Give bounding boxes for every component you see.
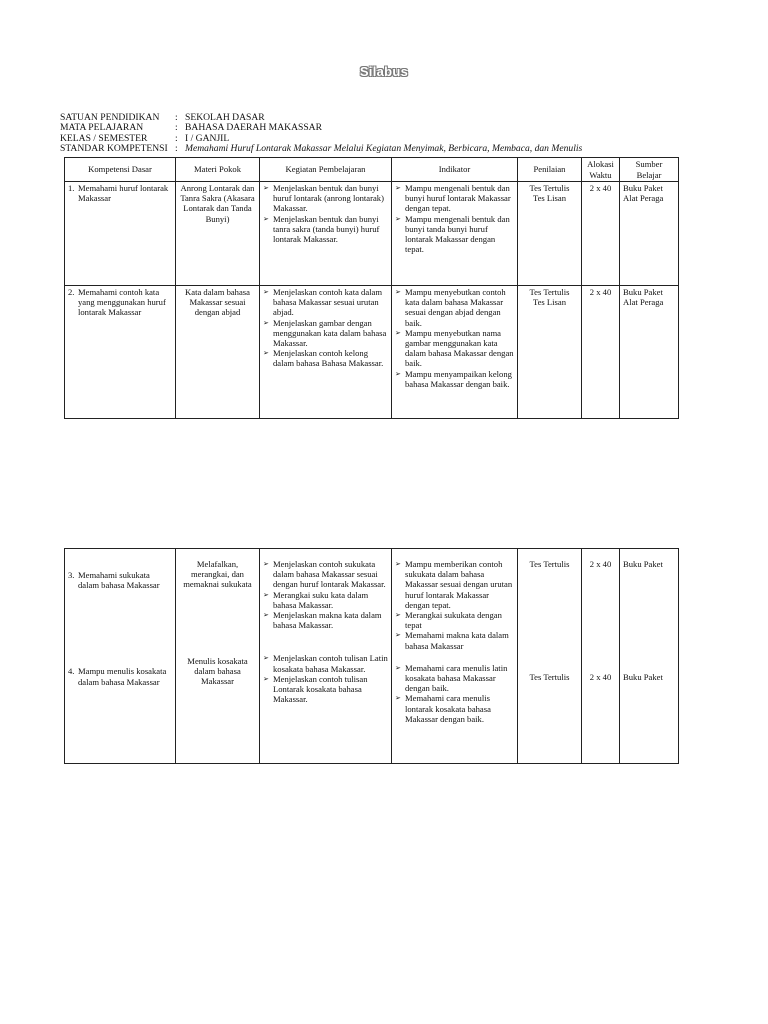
list-item-text: Menjelaskan contoh tulisan Lontarak kosakata bahasa Makassar. — [273, 673, 368, 705]
list-item — [263, 214, 388, 245]
kegiatan-cell — [260, 549, 392, 764]
list-item-text: Merangkai suku kata dalam bahasa Makassar. — [273, 589, 369, 610]
kd-number: 2. — [68, 287, 75, 297]
arrow-check-icon: ➢ — [263, 288, 269, 296]
kd-cell — [65, 286, 176, 419]
header-label: SATUAN PENDIDIKAN — [60, 112, 160, 123]
list-item — [263, 653, 388, 673]
list-item — [263, 590, 388, 610]
header-label: KELAS / SEMESTER — [60, 132, 148, 144]
sumber-cell — [620, 286, 679, 419]
list-item — [263, 183, 388, 214]
sumber-text: Buku Paket — [623, 183, 663, 193]
kd-item — [68, 666, 172, 686]
header-row-standar — [60, 144, 582, 154]
indikator-cell — [392, 549, 518, 764]
alokasi-text: 2 x 40 — [589, 559, 612, 569]
list-item — [395, 559, 514, 610]
header-label: STANDAR KOMPETENSI — [60, 143, 168, 155]
penilaian-text: Tes Tertulis — [529, 672, 570, 683]
penilaian-text: Tes Lisan — [532, 297, 567, 308]
sumber-text: Buku Paket — [623, 287, 663, 297]
indikator-cell — [392, 182, 518, 286]
header-value: BAHASA DAERAH MAKASSAR — [185, 122, 323, 134]
alokasi-cell: 2 x 40 — [582, 286, 620, 419]
list-item-text: Menjelaskan contoh kata dalam bahasa Makassar sesuai urutan abjad. — [273, 287, 383, 318]
list-item — [395, 287, 514, 328]
alokasi-cell: 2 x 40 — [582, 182, 620, 286]
arrow-check-icon: ➢ — [395, 560, 401, 568]
list-item — [395, 663, 514, 694]
arrow-check-icon: ➢ — [263, 654, 269, 663]
list-item — [395, 328, 514, 369]
penilaian-text: Tes Tertulis — [529, 183, 570, 193]
arrow-check-icon: ➢ — [395, 288, 401, 296]
kegiatan-cell — [260, 182, 392, 286]
list-item-text: Menjelaskan bentuk dan bunyi huruf lontarak (anrong lontarak) Makassar. — [273, 183, 384, 214]
col-header-alokasi: Alokasi Waktu — [582, 158, 620, 182]
list-item-text: Menjelaskan contoh tulisan Latin kosakata bahasa Makassar. — [273, 653, 388, 674]
header-colon: : — [175, 132, 178, 144]
list-item — [395, 183, 514, 214]
arrow-check-icon: ➢ — [395, 328, 401, 337]
list-item — [263, 348, 388, 368]
list-item-text: Menjelaskan contoh kelong dalam bahasa Bahasa Makassar. — [273, 348, 384, 369]
indikator-cell — [392, 286, 518, 419]
penilaian-cell — [518, 286, 582, 419]
list-item-text: Mampu menyampaikan kelong bahasa Makassar dengan baik. — [405, 368, 512, 389]
header-colon: : — [175, 143, 178, 155]
arrow-check-icon: ➢ — [395, 663, 401, 672]
arrow-check-icon: ➢ — [263, 318, 269, 327]
list-item-text: Menjelaskan gambar dengan menggunakan kata dalam bahasa Makassar. — [273, 317, 387, 349]
arrow-check-icon: ➢ — [395, 611, 401, 620]
document-title: Silabus — [359, 64, 409, 79]
kd-text: Memahami contoh kata yang menggunakan huruf lontarak Makassar — [78, 287, 166, 318]
kd-text: Memahami huruf lontarak Makassar — [78, 183, 169, 204]
list-item-text: Menjelaskan makna kata dalam bahasa Makassar. — [273, 610, 382, 631]
penilaian-cell — [518, 182, 582, 286]
table-row — [65, 549, 679, 764]
sumber-text: Buku Paket — [623, 672, 663, 683]
materi-cell: Anrong Lontarak dan Tanra Sakra (Akasara Lontarak dan Tanda Bunyi) — [176, 182, 260, 286]
list-item-text: Mampu memberikan contoh sukukata dalam bahasa Makassar sesuai dengan urutan huruf lontarak Makassar dengan tepat. — [405, 559, 513, 610]
syllabus-table-1 — [64, 157, 679, 419]
list-item — [263, 287, 388, 318]
list-item — [395, 610, 514, 630]
arrow-check-icon: ➢ — [263, 214, 269, 223]
sumber-text: Buku Paket — [623, 559, 663, 569]
arrow-check-icon: ➢ — [263, 611, 269, 620]
col-header-materi: Materi Pokok — [176, 158, 260, 182]
list-item-text: Mampu menyebutkan contoh kata dalam bahasa Makassar sesuai dengan abjad dengan baik. — [405, 287, 506, 328]
kd-number: 3. — [68, 570, 75, 580]
list-item — [263, 559, 388, 590]
header-label: MATA PELAJARAN — [60, 122, 144, 134]
list-item-text: Menjelaskan contoh sukukata dalam bahasa Makassar sesuai dengan huruf lontarak Makassar. — [273, 559, 386, 590]
kd-text: Memahami sukukata dalam bahasa Makassar — [78, 570, 160, 591]
kd-text: Mampu menulis kosakata dalam bahasa Makassar — [78, 666, 167, 687]
list-item — [395, 630, 514, 650]
arrow-check-icon: ➢ — [395, 184, 401, 192]
penilaian-text: Tes Tertulis — [529, 559, 570, 569]
arrow-check-icon: ➢ — [263, 590, 269, 599]
arrow-check-icon: ➢ — [395, 694, 401, 703]
header-value: SEKOLAH DASAR — [185, 112, 265, 123]
list-item-text: Mampu mengenali bentuk dan bunyi huruf lontarak Makassar dengan tepat. — [405, 183, 511, 214]
header-colon: : — [175, 122, 178, 134]
header-value: Memahami Huruf Lontarak Makassar Melalui Kegiatan Menyimak, Berbicara, Membaca, dan Menulis — [185, 143, 583, 155]
sumber-text: Alat Peraga — [623, 193, 664, 204]
materi-cell: Kata dalam bahasa Makassar sesuai dengan abjad — [176, 286, 260, 419]
header-value: I / GANJIL — [185, 132, 230, 144]
syllabus-table-2 — [64, 548, 679, 764]
list-item-text: Memahami cara menulis latin kosakata bahasa Makassar dengan baik. — [405, 662, 508, 694]
arrow-check-icon: ➢ — [263, 184, 269, 192]
kd-cell — [65, 549, 176, 764]
kd-item — [68, 570, 172, 590]
list-item-text: Menjelaskan bentuk dan bunyi tanra sakra (tanda bunyi) huruf lontarak Makassar. — [273, 213, 380, 245]
materi-cell — [176, 549, 260, 764]
col-header-kegiatan: Kegiatan Pembelajaran — [260, 158, 392, 182]
list-item-text: Memahami cara menulis lontarak kosakata bahasa Makassar dengan baik. — [405, 693, 491, 724]
col-header-penilaian: Penilaian — [518, 158, 582, 182]
penilaian-text: Tes Tertulis — [529, 287, 570, 297]
arrow-check-icon: ➢ — [263, 560, 269, 568]
col-header-indikator: Indikator — [392, 158, 518, 182]
kegiatan-cell — [260, 286, 392, 419]
arrow-check-icon: ➢ — [395, 214, 401, 223]
kd-number: 1. — [68, 183, 75, 193]
list-item — [263, 610, 388, 630]
list-item — [263, 318, 388, 349]
list-item — [395, 369, 514, 389]
kd-cell — [65, 182, 176, 286]
table-row — [65, 286, 679, 419]
list-item — [395, 693, 514, 724]
arrow-check-icon: ➢ — [395, 369, 401, 378]
arrow-check-icon: ➢ — [395, 631, 401, 640]
penilaian-text: Tes Lisan — [532, 193, 567, 204]
table-row — [65, 182, 679, 286]
kd-number: 4. — [68, 666, 75, 677]
arrow-check-icon: ➢ — [263, 674, 269, 683]
sumber-cell — [620, 182, 679, 286]
materi-text: Melafalkan, merangkai, dan memaknai sukukata — [183, 559, 252, 590]
col-header-sumber: Sumber Belajar — [620, 158, 679, 182]
sumber-text: Alat Peraga — [623, 297, 664, 308]
materi-text: Menulis kosakata dalam bahasa Makassar — [187, 655, 248, 687]
penilaian-cell — [518, 549, 582, 764]
list-item — [263, 674, 388, 705]
list-item-text: Merangkai sukukata dengan tepat — [405, 610, 502, 631]
list-item-text: Memahami makna kata dalam bahasa Makassar — [405, 630, 509, 651]
col-header-kd: Kompetensi Dasar — [65, 158, 176, 182]
sumber-cell — [620, 549, 679, 764]
header-colon: : — [175, 112, 178, 123]
header-info — [60, 113, 582, 155]
arrow-check-icon: ➢ — [263, 349, 269, 358]
list-item-text: Mampu mengenali bentuk dan bunyi tanda bunyi huruf lontarak Makassar dengan tepat. — [405, 213, 510, 255]
table-header-row — [65, 158, 679, 182]
alokasi-cell — [582, 549, 620, 764]
list-item-text: Mampu menyebutkan nama gambar menggunakan kata dalam bahasa Makassar dengan baik. — [405, 327, 514, 369]
list-item — [395, 214, 514, 255]
alokasi-text: 2 x 40 — [589, 672, 612, 683]
